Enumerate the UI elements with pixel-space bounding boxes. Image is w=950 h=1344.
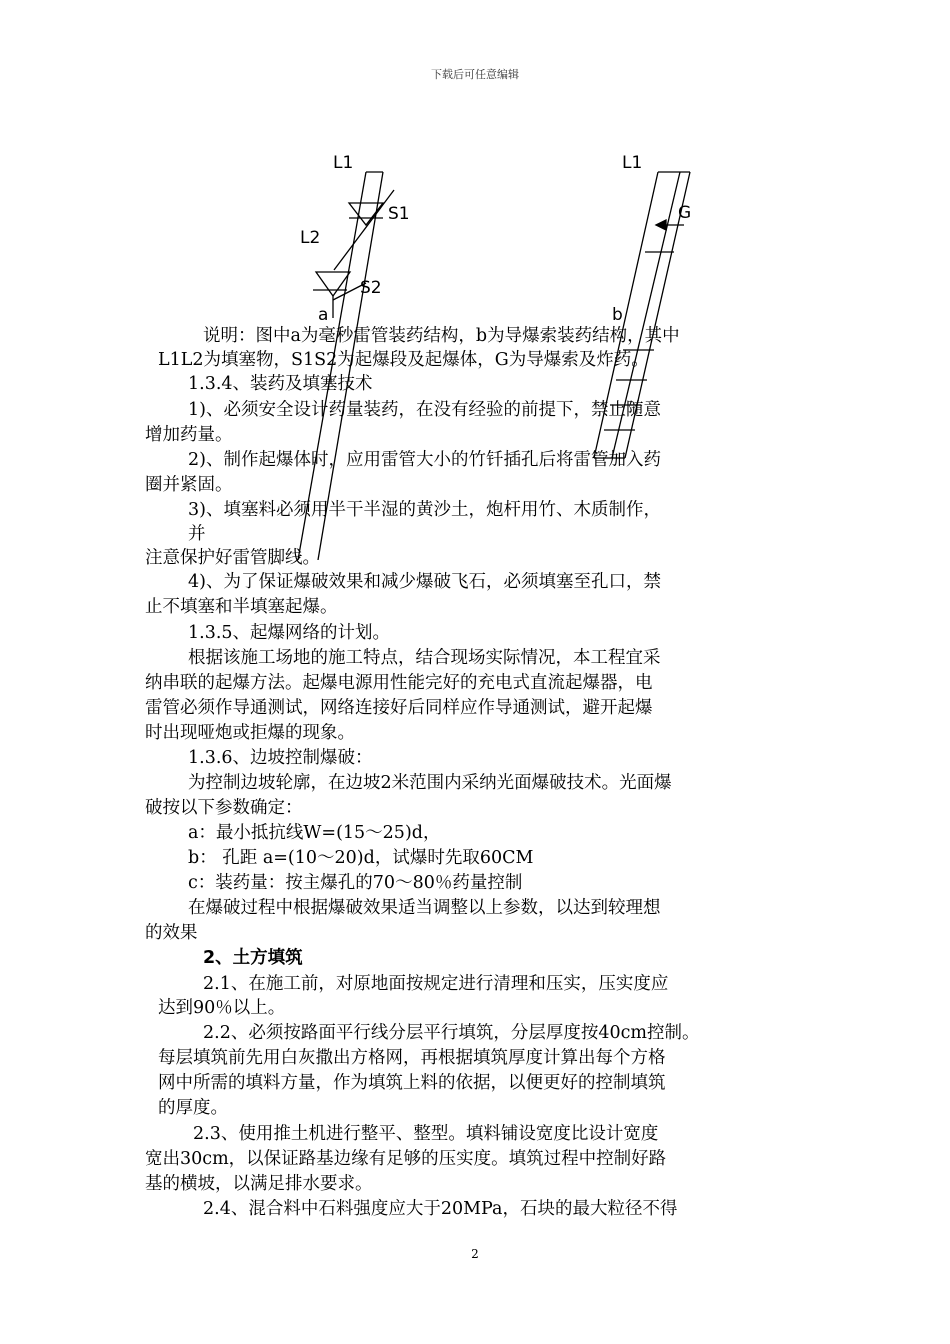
text-line: 注意保护好雷管脚线。 <box>145 548 320 568</box>
text-line: 时出现哑炮或拒爆的现象。 <box>145 723 355 743</box>
page-number: 2 <box>471 1247 479 1261</box>
section-heading: 1.3.5、起爆网络的计划。 <box>188 623 391 643</box>
text-line: 根据该施工场地的施工特点，结合现场实际情况，本工程宜采 <box>188 648 661 668</box>
text-line: 达到90％以上。 <box>158 998 286 1018</box>
text-line: 4)、为了保证爆破效果和减少爆破飞石，必须填塞至孔口，禁 <box>188 572 661 592</box>
label-b-G: G <box>678 203 692 223</box>
text-line: 的厚度。 <box>158 1098 228 1118</box>
label-a: a <box>318 305 329 325</box>
label-a-S2: S2 <box>360 278 382 298</box>
text-line: 宽出30cm，以保证路基边缘有足够的压实度。填筑过程中控制好路 <box>145 1149 667 1169</box>
text-line: 基的横坡，以满足排水要求。 <box>145 1174 373 1194</box>
section-title: 2、土方填筑 <box>203 948 303 968</box>
charging-structure-figure <box>0 0 950 560</box>
text-line: 2.3、使用推土机进行整平、整型。填料铺设宽度比设计宽度 <box>193 1124 659 1144</box>
header-note: 下载后可任意编辑 <box>431 68 519 81</box>
text-line: 说明：图中a为毫秒雷管装药结构，b为导爆索装药结构，其中 <box>203 326 680 346</box>
text-line: 圈并紧固。 <box>145 475 233 495</box>
text-line: 2)、制作起爆体时，应用雷管大小的竹钎插孔后将雷管加入药 <box>188 450 661 470</box>
label-a-L1: L1 <box>333 153 354 173</box>
text-line: 在爆破过程中根据爆破效果适当调整以上参数，以达到较理想 <box>188 898 661 918</box>
text-line: 2.4、混合料中石料强度应大于20MPa，石块的最大粒径不得 <box>203 1199 678 1219</box>
section-heading: 1.3.4、装药及填塞技术 <box>188 374 373 394</box>
text-line: 2.1、在施工前，对原地面按规定进行清理和压实，压实度应 <box>203 974 669 994</box>
text-line: 雷管必须作导通测试，网络连接好后同样应作导通测试，避开起爆 <box>145 698 653 718</box>
text-line: 纳串联的起爆方法。起爆电源用性能完好的充电式直流起爆器，电 <box>145 673 653 693</box>
text-line: 1)、必须安全设计药量装药，在没有经验的前提下，禁止随意 <box>188 400 661 420</box>
text-line: b： 孔距 a=(10～20)d，试爆时先取60CM <box>188 848 534 868</box>
text-line: 止不填塞和半填塞起爆。 <box>145 597 338 617</box>
text-line: 为控制边坡轮廓，在边坡2米范围内采纳光面爆破技术。光面爆 <box>188 773 672 793</box>
text-line: 增加药量。 <box>145 425 233 445</box>
label-b-L1: L1 <box>622 153 643 173</box>
text-line: 网中所需的填料方量，作为填筑上料的依据，以便更好的控制填筑 <box>158 1073 666 1093</box>
text-line: 每层填筑前先用白灰撒出方格网，再根据填筑厚度计算出每个方格 <box>158 1048 666 1068</box>
text-line: 2.2、必须按路面平行线分层平行填筑，分层厚度按40cm控制。 <box>203 1023 700 1043</box>
text-line: c：装药量：按主爆孔的70～80％药量控制 <box>188 873 523 893</box>
text-line: 破按以下参数确定： <box>145 798 303 818</box>
label-a-S1: S1 <box>388 204 410 224</box>
s1-primer-icon <box>334 190 394 270</box>
text-line: 3)、填塞料必须用半干半湿的黄沙土，炮杆用竹、木质制作， <box>188 500 661 520</box>
label-b: b <box>612 305 623 325</box>
text-line: 的效果 <box>145 923 198 943</box>
text-line: a：最小抵抗线W=(15～25)d， <box>188 823 441 843</box>
text-line: L1L2为填塞物，S1S2为起爆段及起爆体，G为导爆索及炸药。 <box>158 350 649 370</box>
label-a-L2: L2 <box>300 228 321 248</box>
text-line: 并 <box>188 524 206 544</box>
section-heading: 1.3.6、边坡控制爆破： <box>188 748 373 768</box>
